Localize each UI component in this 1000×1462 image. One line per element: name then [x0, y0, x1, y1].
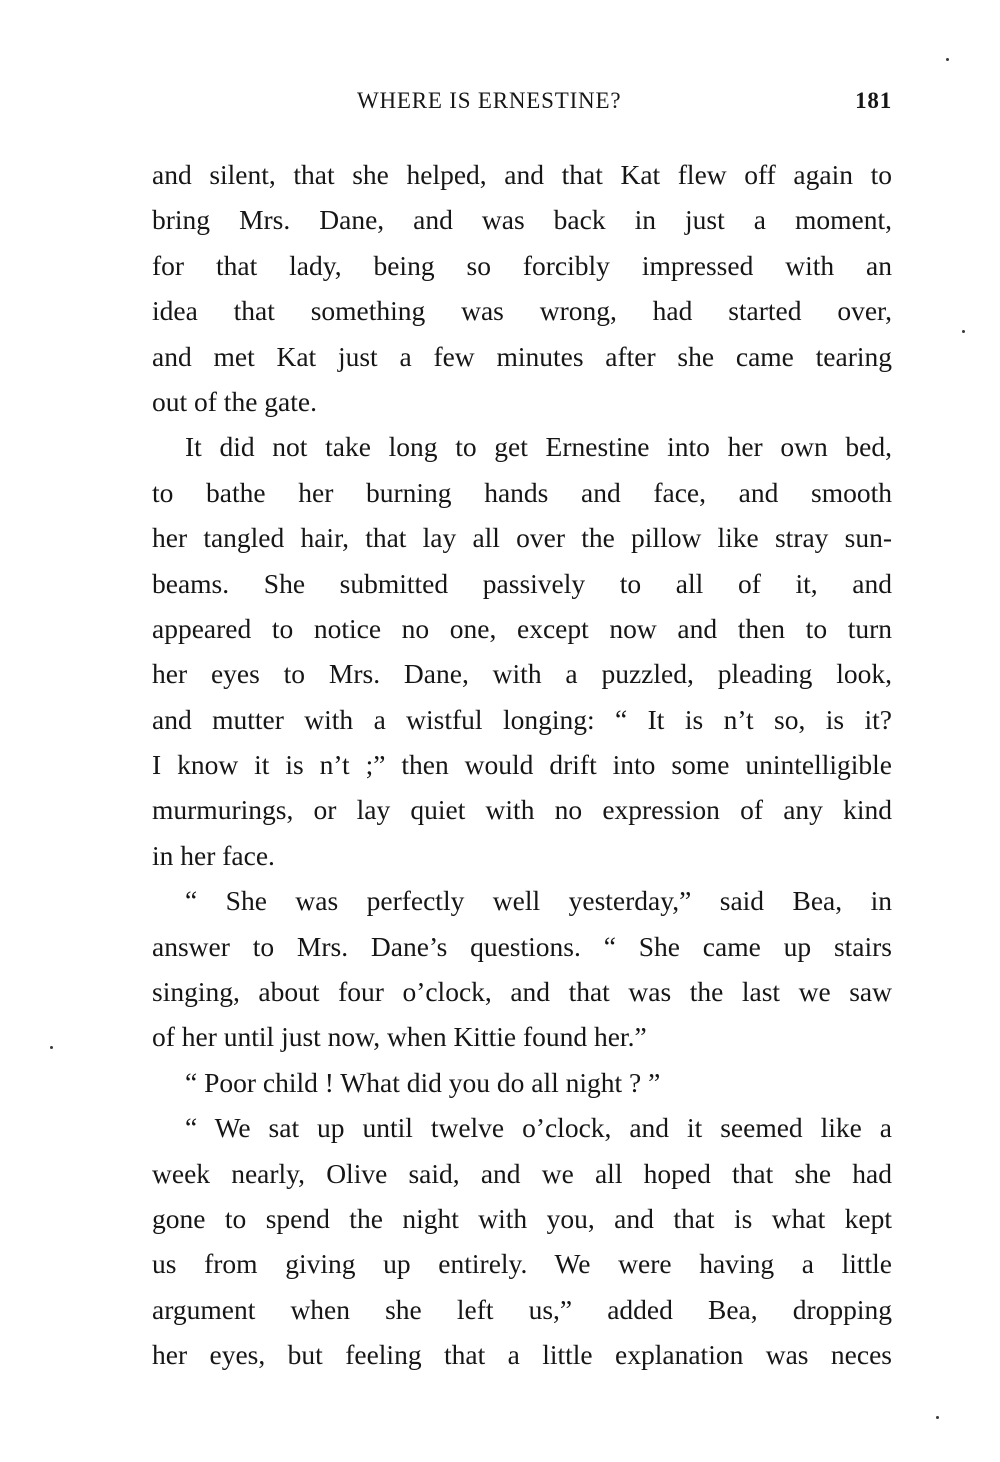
text-line: and silent, that she helped, and that Kat flew off again to	[152, 159, 892, 190]
body-text	[152, 152, 892, 1378]
text-line: for that lady, being so forcibly impressed with an	[152, 249, 892, 281]
running-head	[152, 88, 892, 124]
text-line: murmurings, or lay quiet with no expression of any kind	[152, 794, 892, 826]
text-line: “ She was perfectly well yesterday,” said Bea, in	[185, 885, 892, 917]
text-line: appeared to notice no one, except now and then to turn	[152, 612, 892, 644]
text-line: answer to Mrs. Dane’s questions. “ She came up stairs	[152, 930, 892, 962]
paper-speck	[936, 1416, 939, 1419]
text-line: argument when she left us,” added Bea, dropping	[152, 1293, 892, 1325]
text-line: I know it is n’t ;” then would drift into some unintelligible	[152, 749, 892, 781]
paper-speck	[962, 330, 965, 333]
text-line: her tangled hair, that lay all over the pillow like stray sun-	[152, 522, 892, 554]
text-line: us from giving up entirely. We were having a little	[152, 1248, 892, 1280]
running-title: WHERE IS ERNESTINE?	[357, 88, 622, 113]
text-line: singing, about four o’clock, and that was the last we saw	[152, 976, 892, 1008]
page-number: 181	[855, 88, 892, 113]
text-line: her eyes to Mrs. Dane, with a puzzled, pleading look,	[152, 658, 892, 690]
text-line: It did not take long to get Ernestine into her own bed,	[185, 431, 892, 463]
text-line: beams. She submitted passively to all of it, and	[152, 567, 892, 599]
text-line: in her face.	[152, 839, 275, 871]
text-line: “ We sat up until twelve o’clock, and it seemed like a	[185, 1112, 892, 1144]
text-line: gone to spend the night with you, and that is what kept	[152, 1202, 892, 1234]
text-line: her eyes, but feeling that a little explanation was neces	[152, 1339, 892, 1371]
paper-speck	[50, 1046, 53, 1049]
text-line: bring Mrs. Dane, and was back in just a moment,	[152, 204, 892, 236]
text-line: to bathe her burning hands and face, and smooth	[152, 476, 892, 508]
text-line: out of the gate.	[152, 385, 317, 417]
text-line: idea that something was wrong, had started over,	[152, 295, 892, 327]
text-line: week nearly, Olive said, and we all hoped that she had	[152, 1157, 892, 1189]
text-line: and met Kat just a few minutes after she came tearing	[152, 340, 892, 372]
text-line: “ Poor child ! What did you do all night ? ”	[185, 1066, 661, 1098]
text-line: of her until just now, when Kittie found her.”	[152, 1021, 647, 1053]
paper-speck	[946, 58, 949, 61]
text-line: and mutter with a wistful longing: “ It is n’t so, is it?	[152, 703, 892, 735]
